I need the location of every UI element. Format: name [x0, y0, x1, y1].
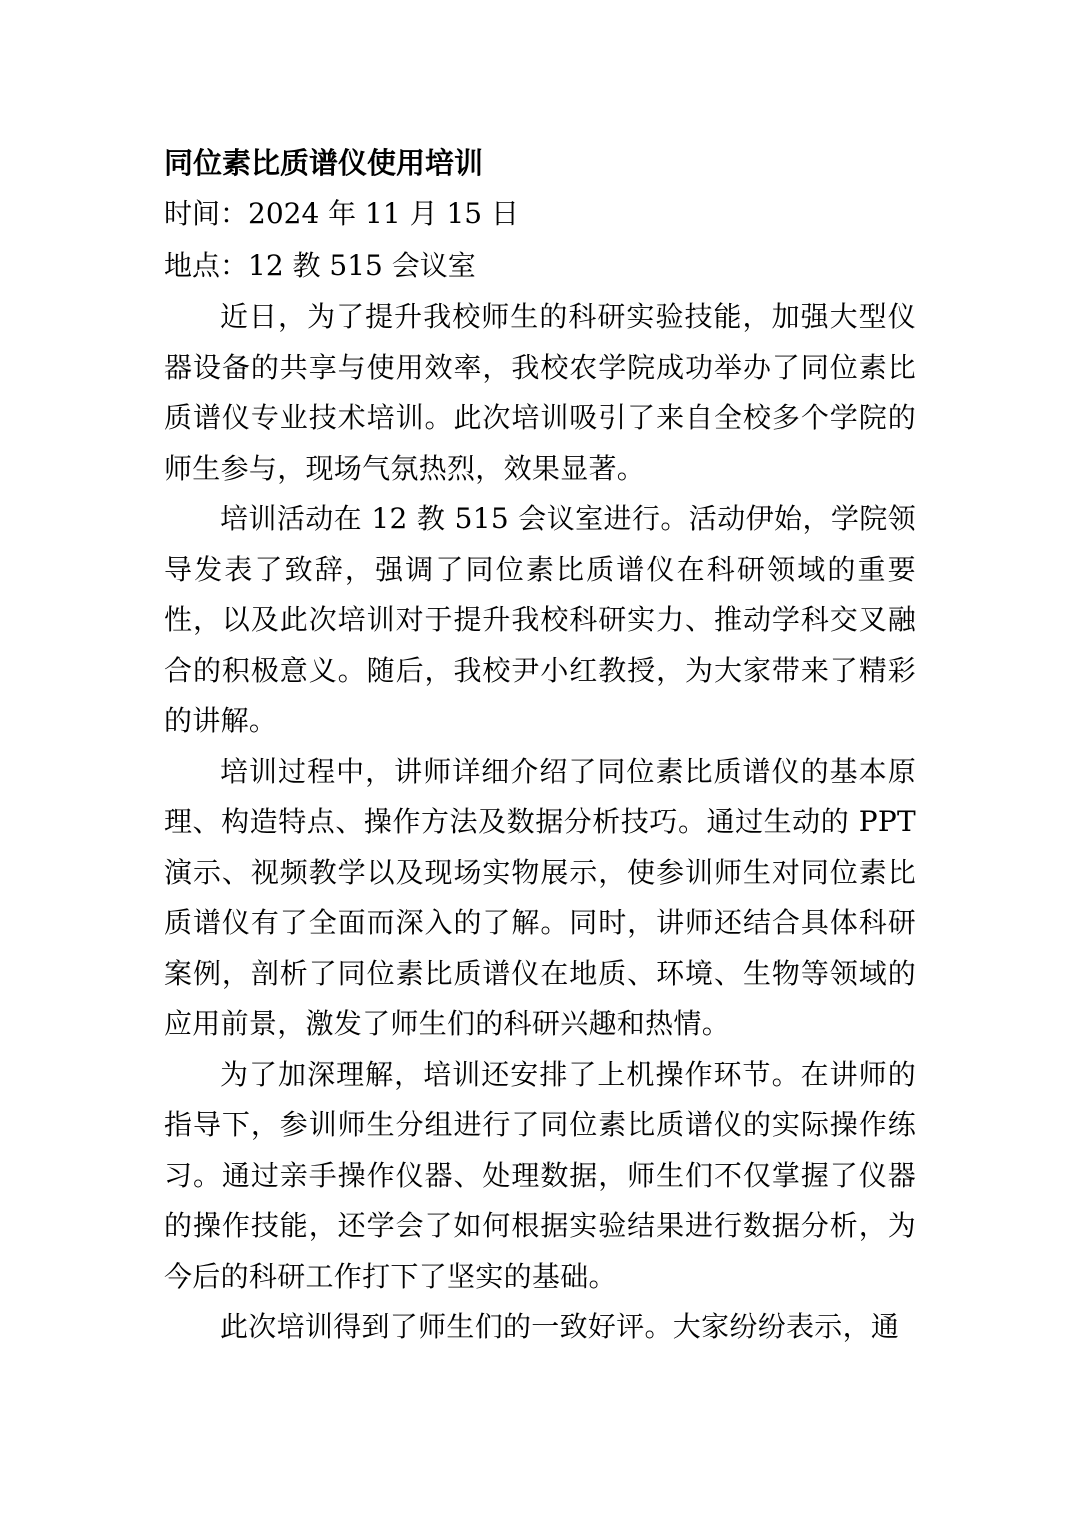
paragraph-practice: 为了加深理解，培训还安排了上机操作环节。在讲师的指导下，参训师生分组进行了同位素比质谱仪的实际操作练习。通过亲手操作仪器、处理数据，师生们不仅掌握了仪器的操作技能，还学会了如何根据实验结果进行数据分析，为今后的科研工作打下了坚实的基础。 — [164, 1057, 916, 1293]
event-time: 时间：2024 年 11 月 15 日 — [164, 197, 520, 230]
paragraph-intro: 近日，为了提升我校师生的科研实验技能，加强大型仪器设备的共享与使用效率，我校农学院成功举办了同位素比质谱仪专业技术培训。此次培训吸引了来自全校多个学院的师生参与，现场气氛热烈，效果显著。 — [164, 300, 916, 485]
paragraph-lecture: 培训过程中，讲师详细介绍了同位素比质谱仪的基本原理、构造特点、操作方法及数据分析技巧。通过生动的 PPT 演示、视频教学以及现场实物展示，使参训师生对同位素比质谱仪有了全面而深入的了解。同时，讲师还结合具体科研案例，剖析了同位素比质谱仪在地质、环境、生物等领域的应用前景，激发了师生们的科研兴趣和热情。 — [164, 754, 916, 1040]
paragraph-opening: 培训活动在 12 教 515 会议室进行。活动伊始，学院领导发表了致辞，强调了同位素比质谱仪在科研领域的重要性，以及此次培训对于提升我校科研实力、推动学科交叉融合的积极意义。随后，我校尹小红教授，为大家带来了精彩的讲解。 — [164, 502, 916, 737]
document-title: 同位素比质谱仪使用培训 — [164, 146, 484, 180]
event-location: 地点：12 教 515 会议室 — [164, 249, 476, 282]
document-page — [164, 138, 916, 1353]
paragraph-feedback: 此次培训得到了师生们的一致好评。大家纷纷表示，通 — [220, 1310, 900, 1343]
